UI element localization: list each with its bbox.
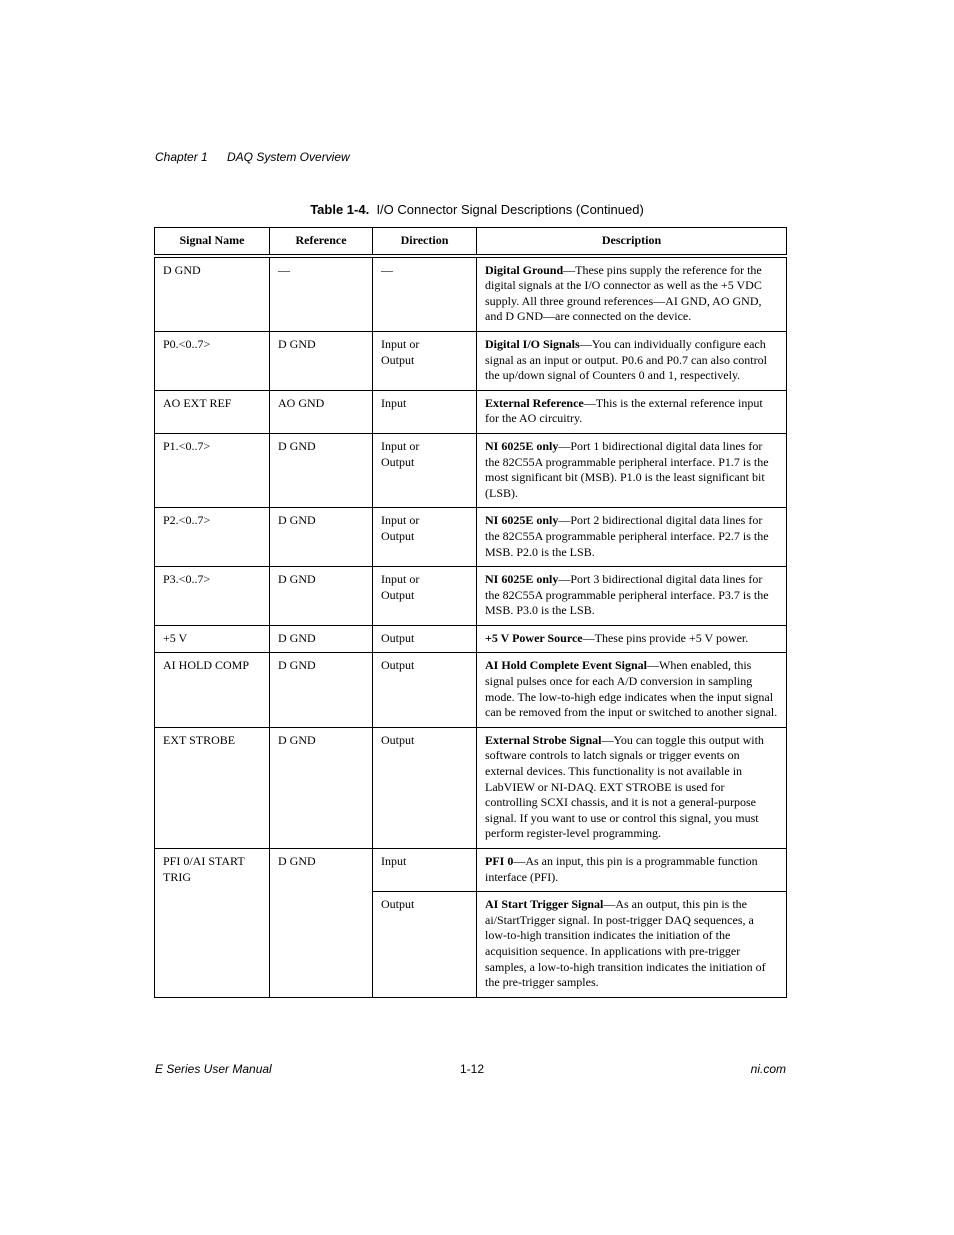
description-title: AI Start Trigger Signal (485, 897, 604, 912)
section-title: DAQ System Overview (227, 150, 350, 164)
direction-cell: Output (373, 727, 477, 848)
direction-cell: Input (373, 849, 477, 892)
column-header-description: Description (477, 228, 787, 256)
table-row (155, 653, 787, 727)
table-caption-text: I/O Connector Signal Descriptions (Continued) (376, 202, 644, 217)
signal-name-cell: P1.<0..7> (155, 433, 270, 507)
table-row (155, 567, 787, 626)
direction-cell: Input or Output (373, 433, 477, 507)
description-cell (477, 256, 787, 332)
direction-cell: — (373, 256, 477, 332)
description-cell (477, 625, 787, 653)
table-row (155, 256, 787, 332)
column-header-direction: Direction (373, 228, 477, 256)
reference-cell: — (270, 256, 373, 332)
reference-cell: AO GND (270, 390, 373, 433)
description-text: —You can toggle this output with software controls to latch signals or trigger events on external devices. This functionality is not available in LabVIEW or NI-DAQ. EXT STROBE is used for controlling SCXI chassis, and it is not a general-purpose signal. If you want to use or control this signal, you must perform register-level programming. (485, 732, 764, 841)
description-cell (477, 849, 787, 892)
description-cell (477, 567, 787, 626)
description-title: External Strobe Signal (485, 732, 602, 747)
description-cell (477, 653, 787, 727)
page-header (155, 150, 350, 164)
table-row (155, 508, 787, 567)
reference-cell: D GND (270, 727, 373, 848)
table-row (155, 390, 787, 433)
description-text: —As an input, this pin is a programmable function interface (PFI). (485, 854, 758, 884)
signal-name-cell: EXT STROBE (155, 727, 270, 848)
description-text: —When enabled, this signal pulses once for each A/D conversion in sampling mode. The low-to-high edge indicates when the input signal can be removed from the input or switched to another signal. (485, 658, 778, 720)
description-cell (477, 433, 787, 507)
table-row (155, 433, 787, 507)
description-title: External Reference (485, 395, 584, 410)
table-header-row (155, 228, 787, 256)
description-cell (477, 508, 787, 567)
table-row (155, 849, 787, 892)
description-text: —Port 3 bidirectional digital data lines for the 82C55A programmable peripheral interface. P3.7 is the MSB. P3.0 is the LSB. (485, 572, 769, 618)
signal-name-cell: +5 V (155, 625, 270, 653)
direction-cell: Input or Output (373, 508, 477, 567)
signal-name-cell: AO EXT REF (155, 390, 270, 433)
reference-cell: D GND (270, 849, 373, 998)
signal-name-cell: PFI 0/AI START TRIG (155, 849, 270, 998)
description-cell (477, 331, 787, 390)
table-row (155, 727, 787, 848)
signal-name-cell: P3.<0..7> (155, 567, 270, 626)
signal-name-cell: P0.<0..7> (155, 331, 270, 390)
description-text: —Port 2 bidirectional digital data lines for the 82C55A programmable peripheral interface. P2.7 is the MSB. P2.0 is the LSB. (485, 513, 769, 559)
table-row (155, 625, 787, 653)
reference-cell: D GND (270, 625, 373, 653)
description-cell (477, 892, 787, 998)
description-title: PFI 0 (485, 854, 514, 868)
reference-cell: D GND (270, 433, 373, 507)
chapter-label: Chapter 1 (155, 150, 208, 164)
direction-cell: Input (373, 390, 477, 433)
signal-name-cell: P2.<0..7> (155, 508, 270, 567)
description-title: NI 6025E only (485, 438, 559, 453)
description-text: —As an output, this pin is the ai/StartTrigger signal. In post-trigger DAQ sequences, a low-to-high transition indicates the initiation of the acquisition sequence. In applications with pre-trigger samples, a low-to-high transition indicates the initiation of the pre-trigger samples. (485, 897, 766, 990)
description-text: —This is the external reference input for the AO circuitry. (485, 395, 763, 426)
description-text: —These pins supply the reference for the digital signals at the I/O connector as well as the +5 VDC supply. All three ground references—AI GND, AO GND, and D GND—are connected on the device. (485, 262, 762, 324)
description-cell (477, 727, 787, 848)
description-title: Digital Ground (485, 262, 564, 277)
column-header-reference: Reference (270, 228, 373, 256)
table-row (155, 331, 787, 390)
column-header-signal-name: Signal Name (155, 228, 270, 256)
reference-cell: D GND (270, 567, 373, 626)
reference-cell: D GND (270, 508, 373, 567)
description-text: —These pins provide +5 V power. (582, 630, 749, 645)
direction-cell: Input or Output (373, 331, 477, 390)
table-caption (0, 202, 954, 217)
description-text: —You can individually configure each signal as an input or output. P0.6 and P0.7 can also control the up/down signal of Counters 0 and 1, respectively. (485, 336, 767, 383)
direction-cell: Input or Output (373, 567, 477, 626)
website-link: ni.com (750, 1062, 786, 1076)
description-title: NI 6025E only (485, 572, 559, 587)
direction-cell: Output (373, 625, 477, 653)
description-title: Digital I/O Signals (485, 336, 580, 351)
table-caption-label: Table 1-4. (310, 202, 370, 217)
page-number: 1-12 (460, 1062, 485, 1076)
reference-cell: D GND (270, 653, 373, 727)
manual-title: E Series User Manual (155, 1062, 272, 1076)
signal-name-cell: D GND (155, 256, 270, 332)
description-text: —Port 1 bidirectional digital data lines for the 82C55A programmable peripheral interface. P1.7 is the most significant bit (MSB). P1.0 is the least significant bit (LSB). (485, 438, 769, 500)
direction-cell: Output (373, 892, 477, 998)
reference-cell: D GND (270, 331, 373, 390)
signal-table (154, 227, 787, 998)
description-cell (477, 390, 787, 433)
description-title: +5 V Power Source (485, 630, 583, 645)
description-title: AI Hold Complete Event Signal (485, 658, 648, 673)
description-title: NI 6025E only (485, 513, 559, 528)
direction-cell: Output (373, 653, 477, 727)
signal-name-cell: AI HOLD COMP (155, 653, 270, 727)
